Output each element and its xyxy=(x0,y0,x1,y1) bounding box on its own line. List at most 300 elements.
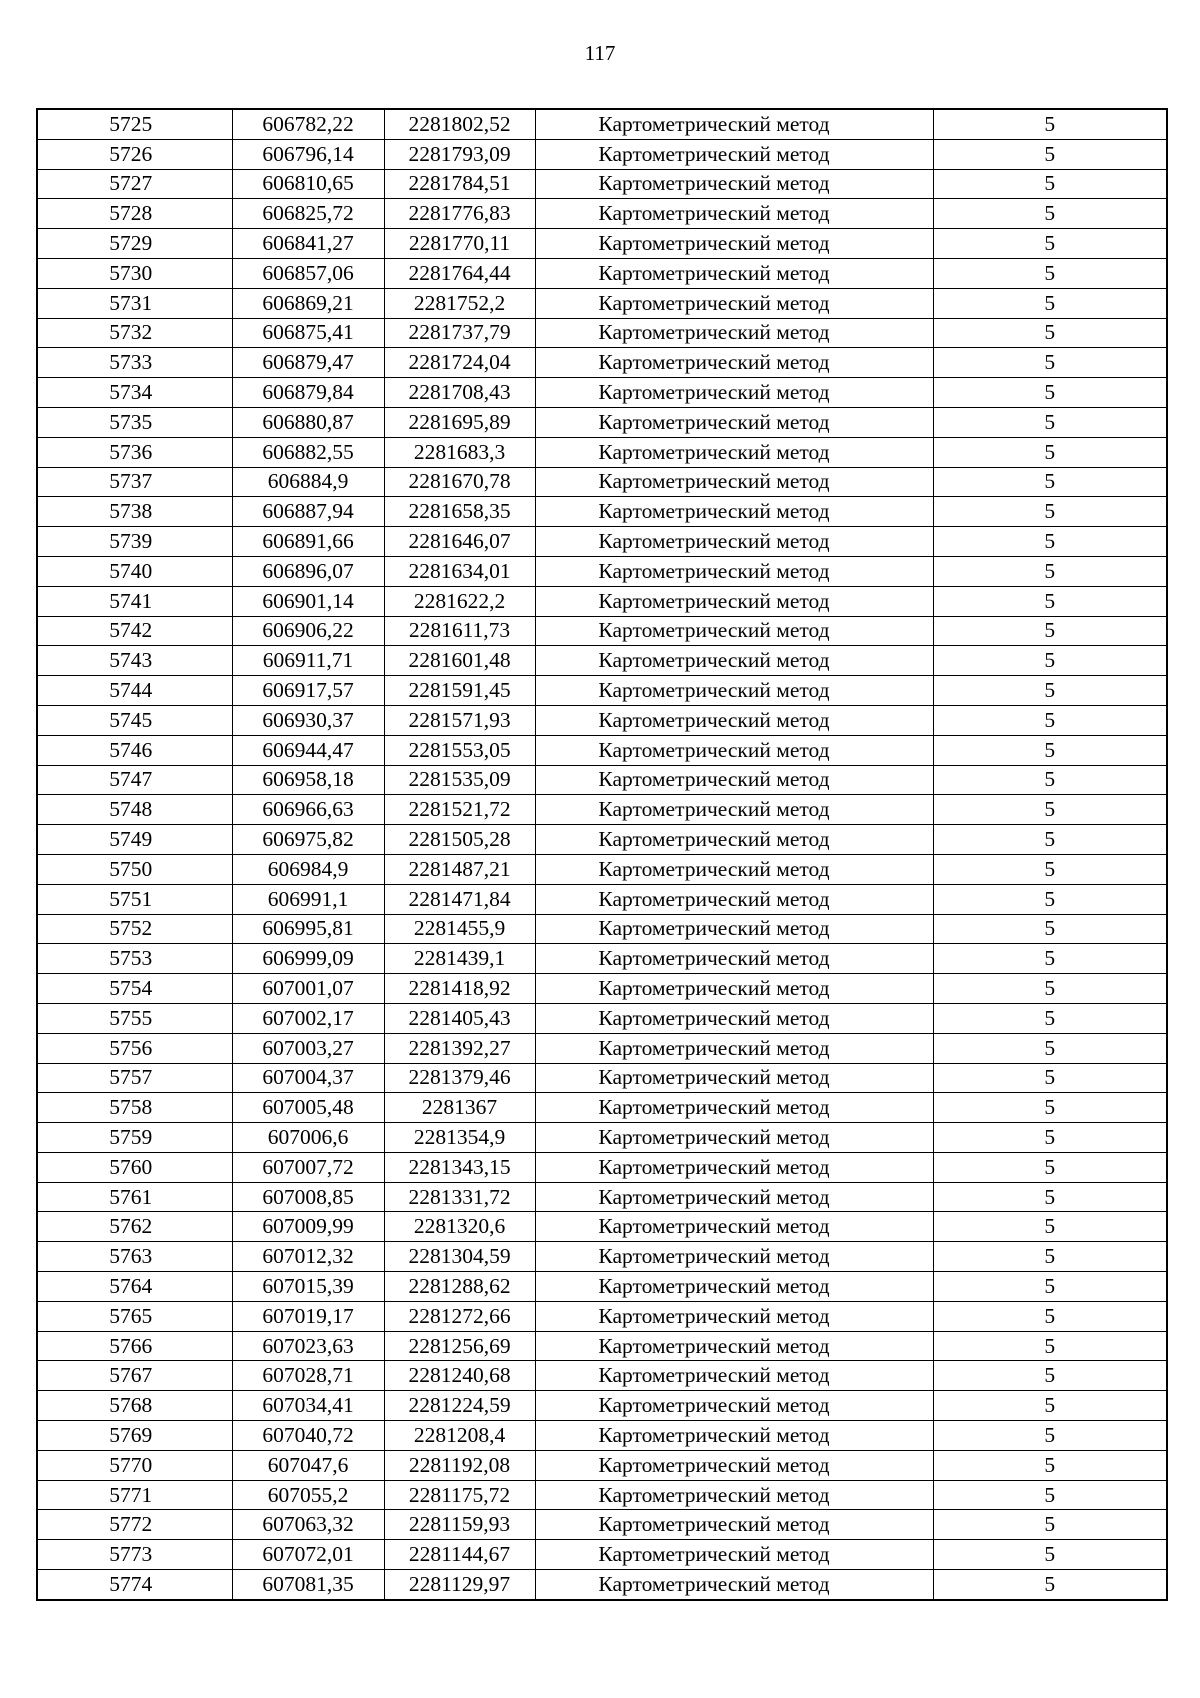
table-row xyxy=(37,944,1167,974)
accuracy-cell: 5 xyxy=(933,1093,1167,1123)
table-row xyxy=(37,1182,1167,1212)
point-number-cell: 5739 xyxy=(37,527,232,557)
table-row xyxy=(37,1361,1167,1391)
table-row xyxy=(37,974,1167,1004)
accuracy-cell: 5 xyxy=(933,1450,1167,1480)
method-cell: Картометрический метод xyxy=(535,527,933,557)
x-coordinate-cell: 607034,41 xyxy=(232,1391,384,1421)
point-number-cell: 5749 xyxy=(37,825,232,855)
point-number-cell: 5734 xyxy=(37,378,232,408)
x-coordinate-cell: 607006,6 xyxy=(232,1123,384,1153)
coordinates-table xyxy=(36,108,1168,1601)
accuracy-cell: 5 xyxy=(933,199,1167,229)
x-coordinate-cell: 607047,6 xyxy=(232,1450,384,1480)
method-cell: Картометрический метод xyxy=(535,974,933,1004)
table-row xyxy=(37,854,1167,884)
y-coordinate-cell: 2281553,05 xyxy=(384,735,535,765)
y-coordinate-cell: 2281144,67 xyxy=(384,1540,535,1570)
x-coordinate-cell: 606841,27 xyxy=(232,229,384,259)
table-row xyxy=(37,1331,1167,1361)
x-coordinate-cell: 607055,2 xyxy=(232,1480,384,1510)
y-coordinate-cell: 2281129,97 xyxy=(384,1570,535,1600)
point-number-cell: 5732 xyxy=(37,318,232,348)
table-row xyxy=(37,616,1167,646)
x-coordinate-cell: 606882,55 xyxy=(232,437,384,467)
accuracy-cell: 5 xyxy=(933,1123,1167,1153)
accuracy-cell: 5 xyxy=(933,288,1167,318)
y-coordinate-cell: 2281367 xyxy=(384,1093,535,1123)
accuracy-cell: 5 xyxy=(933,1331,1167,1361)
method-cell: Картометрический метод xyxy=(535,229,933,259)
point-number-cell: 5751 xyxy=(37,884,232,914)
point-number-cell: 5772 xyxy=(37,1510,232,1540)
x-coordinate-cell: 607003,27 xyxy=(232,1033,384,1063)
point-number-cell: 5752 xyxy=(37,914,232,944)
x-coordinate-cell: 606879,84 xyxy=(232,378,384,408)
x-coordinate-cell: 607004,37 xyxy=(232,1063,384,1093)
accuracy-cell: 5 xyxy=(933,944,1167,974)
point-number-cell: 5735 xyxy=(37,407,232,437)
x-coordinate-cell: 606879,47 xyxy=(232,348,384,378)
y-coordinate-cell: 2281776,83 xyxy=(384,199,535,229)
x-coordinate-cell: 606917,57 xyxy=(232,676,384,706)
x-coordinate-cell: 606880,87 xyxy=(232,407,384,437)
table-row xyxy=(37,1033,1167,1063)
y-coordinate-cell: 2281439,1 xyxy=(384,944,535,974)
y-coordinate-cell: 2281379,46 xyxy=(384,1063,535,1093)
table-row xyxy=(37,258,1167,288)
table-row xyxy=(37,139,1167,169)
y-coordinate-cell: 2281724,04 xyxy=(384,348,535,378)
point-number-cell: 5725 xyxy=(37,109,232,139)
method-cell: Картометрический метод xyxy=(535,318,933,348)
y-coordinate-cell: 2281658,35 xyxy=(384,497,535,527)
point-number-cell: 5762 xyxy=(37,1212,232,1242)
accuracy-cell: 5 xyxy=(933,109,1167,139)
y-coordinate-cell: 2281802,52 xyxy=(384,109,535,139)
y-coordinate-cell: 2281764,44 xyxy=(384,258,535,288)
point-number-cell: 5764 xyxy=(37,1272,232,1302)
accuracy-cell: 5 xyxy=(933,646,1167,676)
method-cell: Картометрический метод xyxy=(535,586,933,616)
y-coordinate-cell: 2281521,72 xyxy=(384,795,535,825)
x-coordinate-cell: 607081,35 xyxy=(232,1570,384,1600)
method-cell: Картометрический метод xyxy=(535,944,933,974)
x-coordinate-cell: 606810,65 xyxy=(232,169,384,199)
method-cell: Картометрический метод xyxy=(535,1212,933,1242)
y-coordinate-cell: 2281192,08 xyxy=(384,1450,535,1480)
method-cell: Картометрический метод xyxy=(535,735,933,765)
accuracy-cell: 5 xyxy=(933,735,1167,765)
point-number-cell: 5761 xyxy=(37,1182,232,1212)
table-row xyxy=(37,1272,1167,1302)
y-coordinate-cell: 2281304,59 xyxy=(384,1242,535,1272)
x-coordinate-cell: 607028,71 xyxy=(232,1361,384,1391)
method-cell: Картометрический метод xyxy=(535,616,933,646)
method-cell: Картометрический метод xyxy=(535,914,933,944)
point-number-cell: 5726 xyxy=(37,139,232,169)
point-number-cell: 5760 xyxy=(37,1152,232,1182)
point-number-cell: 5729 xyxy=(37,229,232,259)
accuracy-cell: 5 xyxy=(933,854,1167,884)
point-number-cell: 5756 xyxy=(37,1033,232,1063)
accuracy-cell: 5 xyxy=(933,139,1167,169)
accuracy-cell: 5 xyxy=(933,556,1167,586)
y-coordinate-cell: 2281487,21 xyxy=(384,854,535,884)
accuracy-cell: 5 xyxy=(933,1033,1167,1063)
table-row xyxy=(37,1540,1167,1570)
table-row xyxy=(37,199,1167,229)
point-number-cell: 5759 xyxy=(37,1123,232,1153)
point-number-cell: 5730 xyxy=(37,258,232,288)
accuracy-cell: 5 xyxy=(933,497,1167,527)
point-number-cell: 5745 xyxy=(37,705,232,735)
table-row xyxy=(37,1480,1167,1510)
table-row xyxy=(37,1212,1167,1242)
accuracy-cell: 5 xyxy=(933,974,1167,1004)
y-coordinate-cell: 2281208,4 xyxy=(384,1421,535,1451)
accuracy-cell: 5 xyxy=(933,169,1167,199)
y-coordinate-cell: 2281288,62 xyxy=(384,1272,535,1302)
x-coordinate-cell: 606884,9 xyxy=(232,467,384,497)
method-cell: Картометрический метод xyxy=(535,1450,933,1480)
x-coordinate-cell: 606782,22 xyxy=(232,109,384,139)
table-row xyxy=(37,378,1167,408)
y-coordinate-cell: 2281683,3 xyxy=(384,437,535,467)
accuracy-cell: 5 xyxy=(933,1361,1167,1391)
accuracy-cell: 5 xyxy=(933,378,1167,408)
y-coordinate-cell: 2281320,6 xyxy=(384,1212,535,1242)
method-cell: Картометрический метод xyxy=(535,1570,933,1600)
x-coordinate-cell: 607023,63 xyxy=(232,1331,384,1361)
accuracy-cell: 5 xyxy=(933,586,1167,616)
x-coordinate-cell: 606995,81 xyxy=(232,914,384,944)
x-coordinate-cell: 606991,1 xyxy=(232,884,384,914)
method-cell: Картометрический метод xyxy=(535,1063,933,1093)
method-cell: Картометрический метод xyxy=(535,854,933,884)
accuracy-cell: 5 xyxy=(933,1063,1167,1093)
y-coordinate-cell: 2281455,9 xyxy=(384,914,535,944)
point-number-cell: 5765 xyxy=(37,1301,232,1331)
accuracy-cell: 5 xyxy=(933,825,1167,855)
accuracy-cell: 5 xyxy=(933,1570,1167,1600)
table-row xyxy=(37,467,1167,497)
table-row xyxy=(37,437,1167,467)
y-coordinate-cell: 2281752,2 xyxy=(384,288,535,318)
x-coordinate-cell: 607008,85 xyxy=(232,1182,384,1212)
point-number-cell: 5746 xyxy=(37,735,232,765)
y-coordinate-cell: 2281505,28 xyxy=(384,825,535,855)
method-cell: Картометрический метод xyxy=(535,884,933,914)
table-row xyxy=(37,1450,1167,1480)
accuracy-cell: 5 xyxy=(933,318,1167,348)
point-number-cell: 5766 xyxy=(37,1331,232,1361)
y-coordinate-cell: 2281343,15 xyxy=(384,1152,535,1182)
method-cell: Картометрический метод xyxy=(535,1421,933,1451)
point-number-cell: 5747 xyxy=(37,765,232,795)
point-number-cell: 5740 xyxy=(37,556,232,586)
table-row xyxy=(37,1570,1167,1600)
y-coordinate-cell: 2281784,51 xyxy=(384,169,535,199)
accuracy-cell: 5 xyxy=(933,1510,1167,1540)
x-coordinate-cell: 606891,66 xyxy=(232,527,384,557)
point-number-cell: 5737 xyxy=(37,467,232,497)
accuracy-cell: 5 xyxy=(933,1391,1167,1421)
y-coordinate-cell: 2281646,07 xyxy=(384,527,535,557)
point-number-cell: 5733 xyxy=(37,348,232,378)
point-number-cell: 5771 xyxy=(37,1480,232,1510)
table-row xyxy=(37,318,1167,348)
table-row xyxy=(37,497,1167,527)
method-cell: Картометрический метод xyxy=(535,1301,933,1331)
table-row xyxy=(37,676,1167,706)
y-coordinate-cell: 2281418,92 xyxy=(384,974,535,1004)
x-coordinate-cell: 606796,14 xyxy=(232,139,384,169)
y-coordinate-cell: 2281272,66 xyxy=(384,1301,535,1331)
y-coordinate-cell: 2281224,59 xyxy=(384,1391,535,1421)
method-cell: Картометрический метод xyxy=(535,1093,933,1123)
point-number-cell: 5741 xyxy=(37,586,232,616)
y-coordinate-cell: 2281240,68 xyxy=(384,1361,535,1391)
table-row xyxy=(37,1152,1167,1182)
y-coordinate-cell: 2281634,01 xyxy=(384,556,535,586)
y-coordinate-cell: 2281331,72 xyxy=(384,1182,535,1212)
x-coordinate-cell: 606869,21 xyxy=(232,288,384,318)
table-row xyxy=(37,735,1167,765)
y-coordinate-cell: 2281670,78 xyxy=(384,467,535,497)
method-cell: Картометрический метод xyxy=(535,1003,933,1033)
table-row xyxy=(37,288,1167,318)
y-coordinate-cell: 2281601,48 xyxy=(384,646,535,676)
table-row xyxy=(37,169,1167,199)
table-row xyxy=(37,765,1167,795)
y-coordinate-cell: 2281535,09 xyxy=(384,765,535,795)
table-row xyxy=(37,884,1167,914)
table-row xyxy=(37,407,1167,437)
point-number-cell: 5758 xyxy=(37,1093,232,1123)
method-cell: Картометрический метод xyxy=(535,1391,933,1421)
method-cell: Картометрический метод xyxy=(535,1152,933,1182)
accuracy-cell: 5 xyxy=(933,1272,1167,1302)
x-coordinate-cell: 607009,99 xyxy=(232,1212,384,1242)
y-coordinate-cell: 2281159,93 xyxy=(384,1510,535,1540)
table-row xyxy=(37,556,1167,586)
point-number-cell: 5731 xyxy=(37,288,232,318)
method-cell: Картометрический метод xyxy=(535,1480,933,1510)
table-row xyxy=(37,1003,1167,1033)
x-coordinate-cell: 606966,63 xyxy=(232,795,384,825)
accuracy-cell: 5 xyxy=(933,1212,1167,1242)
point-number-cell: 5769 xyxy=(37,1421,232,1451)
accuracy-cell: 5 xyxy=(933,258,1167,288)
point-number-cell: 5774 xyxy=(37,1570,232,1600)
method-cell: Картометрический метод xyxy=(535,407,933,437)
y-coordinate-cell: 2281354,9 xyxy=(384,1123,535,1153)
point-number-cell: 5748 xyxy=(37,795,232,825)
accuracy-cell: 5 xyxy=(933,229,1167,259)
y-coordinate-cell: 2281175,72 xyxy=(384,1480,535,1510)
x-coordinate-cell: 606857,06 xyxy=(232,258,384,288)
accuracy-cell: 5 xyxy=(933,1301,1167,1331)
accuracy-cell: 5 xyxy=(933,1421,1167,1451)
point-number-cell: 5773 xyxy=(37,1540,232,1570)
x-coordinate-cell: 606825,72 xyxy=(232,199,384,229)
y-coordinate-cell: 2281737,79 xyxy=(384,318,535,348)
method-cell: Картометрический метод xyxy=(535,556,933,586)
point-number-cell: 5727 xyxy=(37,169,232,199)
method-cell: Картометрический метод xyxy=(535,199,933,229)
accuracy-cell: 5 xyxy=(933,914,1167,944)
method-cell: Картометрический метод xyxy=(535,169,933,199)
table-row xyxy=(37,1391,1167,1421)
point-number-cell: 5753 xyxy=(37,944,232,974)
point-number-cell: 5750 xyxy=(37,854,232,884)
method-cell: Картометрический метод xyxy=(535,139,933,169)
x-coordinate-cell: 607019,17 xyxy=(232,1301,384,1331)
method-cell: Картометрический метод xyxy=(535,258,933,288)
method-cell: Картометрический метод xyxy=(535,1361,933,1391)
accuracy-cell: 5 xyxy=(933,1242,1167,1272)
table-row xyxy=(37,527,1167,557)
method-cell: Картометрический метод xyxy=(535,378,933,408)
x-coordinate-cell: 606887,94 xyxy=(232,497,384,527)
x-coordinate-cell: 607015,39 xyxy=(232,1272,384,1302)
x-coordinate-cell: 607072,01 xyxy=(232,1540,384,1570)
x-coordinate-cell: 606896,07 xyxy=(232,556,384,586)
x-coordinate-cell: 606901,14 xyxy=(232,586,384,616)
method-cell: Картометрический метод xyxy=(535,676,933,706)
accuracy-cell: 5 xyxy=(933,1540,1167,1570)
point-number-cell: 5736 xyxy=(37,437,232,467)
method-cell: Картометрический метод xyxy=(535,1272,933,1302)
page-number: 117 xyxy=(584,41,616,65)
x-coordinate-cell: 607005,48 xyxy=(232,1093,384,1123)
accuracy-cell: 5 xyxy=(933,467,1167,497)
accuracy-cell: 5 xyxy=(933,1182,1167,1212)
method-cell: Картометрический метод xyxy=(535,795,933,825)
table-row xyxy=(37,914,1167,944)
table-row xyxy=(37,1301,1167,1331)
accuracy-cell: 5 xyxy=(933,1152,1167,1182)
y-coordinate-cell: 2281770,11 xyxy=(384,229,535,259)
point-number-cell: 5742 xyxy=(37,616,232,646)
x-coordinate-cell: 606984,9 xyxy=(232,854,384,884)
x-coordinate-cell: 606944,47 xyxy=(232,735,384,765)
accuracy-cell: 5 xyxy=(933,616,1167,646)
accuracy-cell: 5 xyxy=(933,765,1167,795)
y-coordinate-cell: 2281571,93 xyxy=(384,705,535,735)
x-coordinate-cell: 607063,32 xyxy=(232,1510,384,1540)
table-row xyxy=(37,1123,1167,1153)
y-coordinate-cell: 2281708,43 xyxy=(384,378,535,408)
y-coordinate-cell: 2281695,89 xyxy=(384,407,535,437)
method-cell: Картометрический метод xyxy=(535,1540,933,1570)
table-row xyxy=(37,825,1167,855)
point-number-cell: 5763 xyxy=(37,1242,232,1272)
point-number-cell: 5757 xyxy=(37,1063,232,1093)
table-row xyxy=(37,1421,1167,1451)
point-number-cell: 5738 xyxy=(37,497,232,527)
point-number-cell: 5767 xyxy=(37,1361,232,1391)
table-row xyxy=(37,1510,1167,1540)
y-coordinate-cell: 2281471,84 xyxy=(384,884,535,914)
accuracy-cell: 5 xyxy=(933,437,1167,467)
x-coordinate-cell: 606930,37 xyxy=(232,705,384,735)
y-coordinate-cell: 2281622,2 xyxy=(384,586,535,616)
x-coordinate-cell: 606906,22 xyxy=(232,616,384,646)
method-cell: Картометрический метод xyxy=(535,705,933,735)
accuracy-cell: 5 xyxy=(933,795,1167,825)
x-coordinate-cell: 607012,32 xyxy=(232,1242,384,1272)
table-row xyxy=(37,705,1167,735)
y-coordinate-cell: 2281793,09 xyxy=(384,139,535,169)
accuracy-cell: 5 xyxy=(933,527,1167,557)
method-cell: Картометрический метод xyxy=(535,348,933,378)
accuracy-cell: 5 xyxy=(933,1003,1167,1033)
x-coordinate-cell: 606958,18 xyxy=(232,765,384,795)
point-number-cell: 5755 xyxy=(37,1003,232,1033)
table-row xyxy=(37,1093,1167,1123)
accuracy-cell: 5 xyxy=(933,1480,1167,1510)
x-coordinate-cell: 606875,41 xyxy=(232,318,384,348)
method-cell: Картометрический метод xyxy=(535,497,933,527)
method-cell: Картометрический метод xyxy=(535,825,933,855)
method-cell: Картометрический метод xyxy=(535,1242,933,1272)
table-row xyxy=(37,1063,1167,1093)
x-coordinate-cell: 606975,82 xyxy=(232,825,384,855)
method-cell: Картометрический метод xyxy=(535,109,933,139)
y-coordinate-cell: 2281591,45 xyxy=(384,676,535,706)
point-number-cell: 5754 xyxy=(37,974,232,1004)
method-cell: Картометрический метод xyxy=(535,646,933,676)
y-coordinate-cell: 2281611,73 xyxy=(384,616,535,646)
method-cell: Картометрический метод xyxy=(535,1182,933,1212)
accuracy-cell: 5 xyxy=(933,884,1167,914)
accuracy-cell: 5 xyxy=(933,705,1167,735)
point-number-cell: 5770 xyxy=(37,1450,232,1480)
y-coordinate-cell: 2281405,43 xyxy=(384,1003,535,1033)
x-coordinate-cell: 606999,09 xyxy=(232,944,384,974)
point-number-cell: 5744 xyxy=(37,676,232,706)
x-coordinate-cell: 607002,17 xyxy=(232,1003,384,1033)
y-coordinate-cell: 2281256,69 xyxy=(384,1331,535,1361)
point-number-cell: 5768 xyxy=(37,1391,232,1421)
x-coordinate-cell: 607001,07 xyxy=(232,974,384,1004)
accuracy-cell: 5 xyxy=(933,676,1167,706)
table-row xyxy=(37,229,1167,259)
table-row xyxy=(37,109,1167,139)
table-row xyxy=(37,348,1167,378)
method-cell: Картометрический метод xyxy=(535,1033,933,1063)
coordinates-table-body xyxy=(37,109,1167,1600)
table-row xyxy=(37,795,1167,825)
table-row xyxy=(37,646,1167,676)
method-cell: Картометрический метод xyxy=(535,467,933,497)
x-coordinate-cell: 606911,71 xyxy=(232,646,384,676)
table-row xyxy=(37,1242,1167,1272)
method-cell: Картометрический метод xyxy=(535,765,933,795)
x-coordinate-cell: 607040,72 xyxy=(232,1421,384,1451)
method-cell: Картометрический метод xyxy=(535,437,933,467)
method-cell: Картометрический метод xyxy=(535,1510,933,1540)
point-number-cell: 5743 xyxy=(37,646,232,676)
method-cell: Картометрический метод xyxy=(535,288,933,318)
method-cell: Картометрический метод xyxy=(535,1331,933,1361)
x-coordinate-cell: 607007,72 xyxy=(232,1152,384,1182)
method-cell: Картометрический метод xyxy=(535,1123,933,1153)
point-number-cell: 5728 xyxy=(37,199,232,229)
table-row xyxy=(37,586,1167,616)
